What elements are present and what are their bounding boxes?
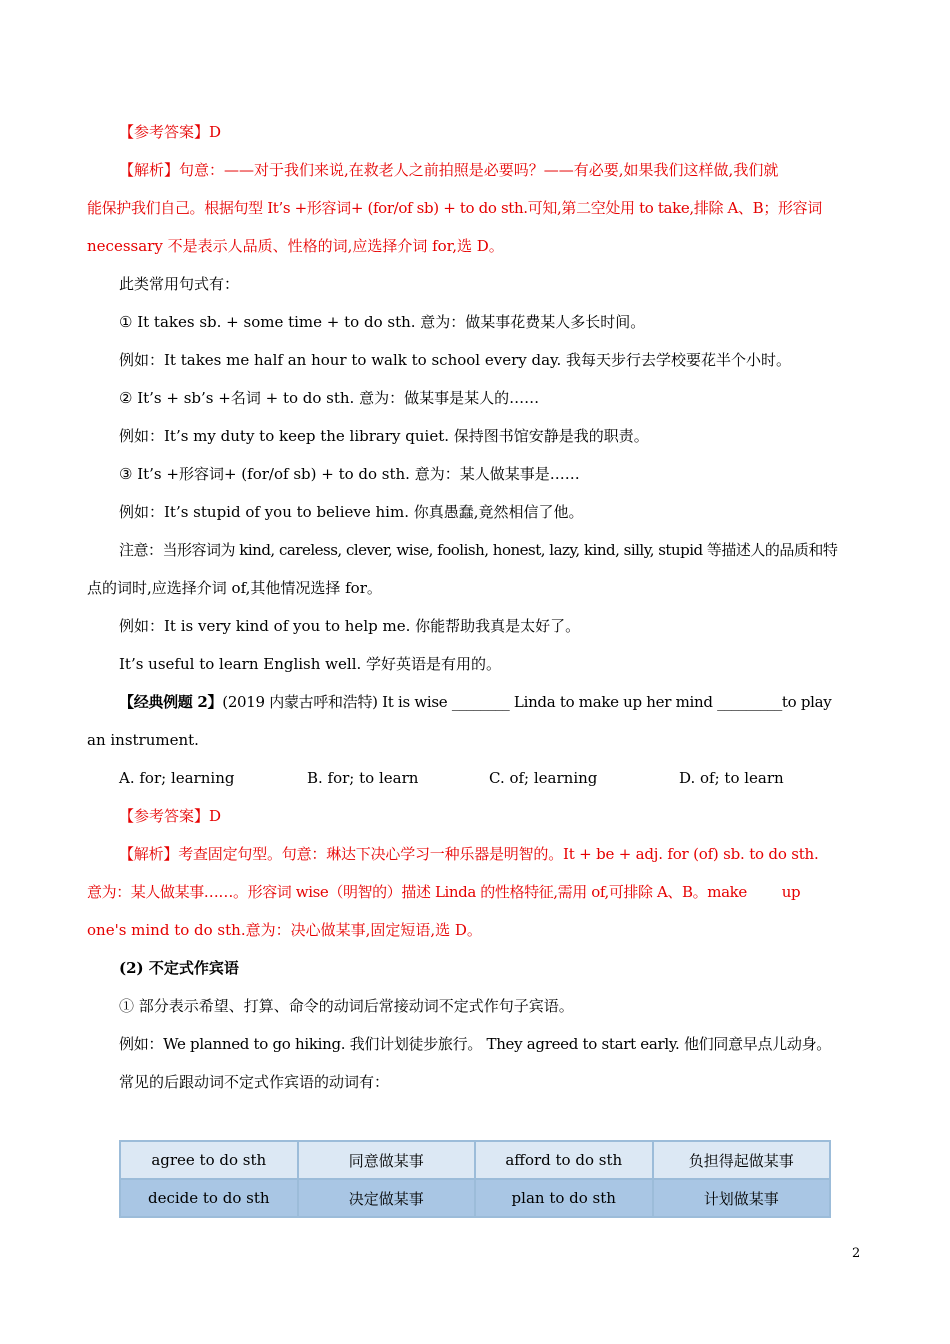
note-line-2: 点的词时,应选择介词 of,其他情况选择 for。 (87, 579, 382, 597)
table-cell: plan to do sth (475, 1179, 653, 1217)
table-cell: agree to do sth (120, 1141, 298, 1179)
analysis-1-line-2: 能保护我们自己。根据句型 It’s +形容词+ (for/of sb) + to do sth.可知,第二空处用 to take,排除 A、B；形容词 (87, 199, 822, 217)
pattern-3: ③ It’s +形容词+ (for/of sb) + to do sth. 意为：某人做某事是…… (119, 465, 580, 483)
analysis-2-line-3: one's mind to do sth.意为：决心做某事,固定短语,选 D。 (87, 921, 482, 939)
pattern-2: ② It’s + sb’s +名词 + to do sth. 意为：做某事是某人的…… (119, 389, 540, 407)
example-2-question: 【经典例题 2】(2019 内蒙古呼和浩特) It is wise ________ Linda to make up her mind _________to play (119, 693, 832, 711)
pattern-1: ① It takes sb. + some time + to do sth. 意为：做某事花费某人多长时间。 (119, 313, 646, 331)
pattern-1-example: 例如：It takes me half an hour to walk to school every day. 我每天步行去学校要花半个小时。 (119, 351, 792, 369)
analysis-2-line-2: 意为：某人做某事……。形容词 wise（明智的）描述 Linda 的性格特征,需用 of,可排除 A、B。make up (87, 883, 801, 901)
example-useful: It’s useful to learn English well. 学好英语是有用的。 (119, 655, 502, 673)
answer-label: 【参考答案】 (119, 123, 210, 141)
answer-label: 【参考答案】 (119, 807, 210, 825)
example-2-question-cont: an instrument. (87, 731, 199, 749)
section-example: 例如：We planned to go hiking. 我们计划徒步旅行。 They agreed to start early. 他们同意早点儿动身。 (119, 1035, 831, 1053)
answer-2 (119, 806, 863, 826)
verb-table (119, 1140, 831, 1218)
answer-value: D (209, 807, 222, 825)
option-b: B. for; to learn (307, 769, 419, 787)
pattern-2-example: 例如：It’s my duty to keep the library quiet. 保持图书馆安静是我的职责。 (119, 427, 649, 445)
answer-1 (119, 122, 863, 142)
table-row (120, 1141, 830, 1179)
patterns-intro: 此类常用句式有： (119, 275, 240, 293)
note-line-1: 注意：当形容词为 kind, careless, clever, wise, foolish, honest, lazy, kind, silly, stupid 等描述人的品质和特 (119, 541, 838, 559)
table-cell: 同意做某事 (298, 1141, 476, 1179)
table-cell: 负担得起做某事 (653, 1141, 831, 1179)
analysis-1-line-1: 【解析】句意：——对于我们来说,在救老人之前拍照是必要吗？——有必要,如果我们这样做,我们就 (119, 161, 779, 179)
table-cell: 决定做某事 (298, 1179, 476, 1217)
option-a: A. for; learning (119, 769, 235, 787)
example-2-label: 【经典例题 2】 (119, 693, 223, 711)
section-point-1: ① 部分表示希望、打算、命令的动词后常接动词不定式作句子宾语。 (119, 997, 574, 1015)
option-c: C. of; learning (489, 769, 598, 787)
option-d: D. of; to learn (679, 769, 784, 787)
table-cell: afford to do sth (475, 1141, 653, 1179)
analysis-2-line-1: 【解析】考查固定句型。句意：琳达下决心学习一种乐器是明智的。It + be + adj. for (of) sb. to do sth. (119, 845, 819, 863)
answer-value: D (209, 123, 222, 141)
table-row (120, 1179, 830, 1217)
table-cell: 计划做某事 (653, 1179, 831, 1217)
analysis-label: 【解析】 (119, 161, 180, 179)
pattern-3-example: 例如：It’s stupid of you to believe him. 你真愚蠢,竟然相信了他。 (119, 503, 584, 521)
section-table-intro: 常见的后跟动词不定式作宾语的动词有： (119, 1073, 390, 1091)
table-cell: decide to do sth (120, 1179, 298, 1217)
section-heading: (2) 不定式作宾语 (119, 959, 239, 977)
analysis-1-line-3: necessary 不是表示人品质、性格的词,应选择介词 for,选 D。 (87, 237, 504, 255)
example-kind: 例如：It is very kind of you to help me. 你能帮助我真是太好了。 (119, 617, 581, 635)
page-number: 2 (852, 1246, 861, 1261)
analysis-label: 【解析】 (119, 845, 179, 863)
